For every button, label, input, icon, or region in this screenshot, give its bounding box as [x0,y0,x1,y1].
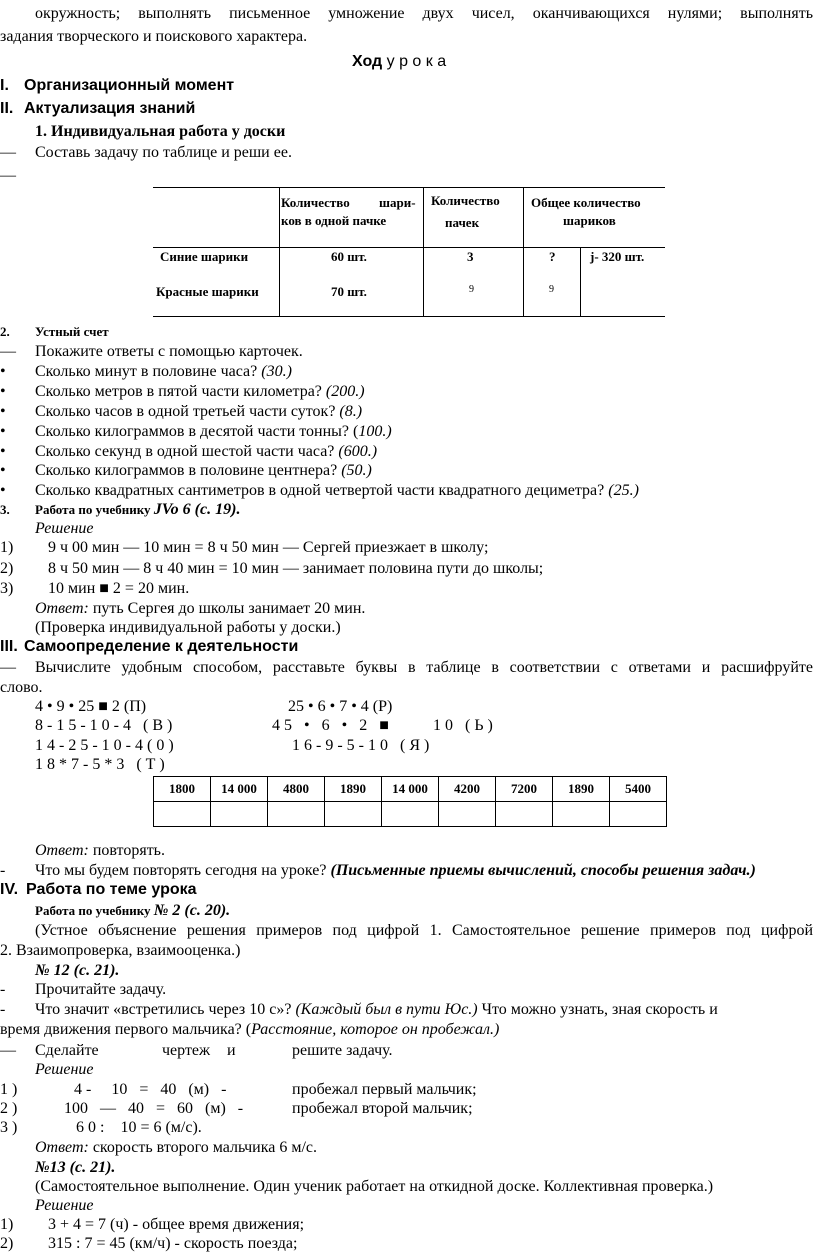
letter-cell[interactable] [211,802,268,827]
intro-line-1: окружность; выполнять письменное умножение двух чисел, оканчивающихся нулями; выполнять [35,5,813,22]
section-3-num: III. [0,638,18,655]
question-dash: - [0,862,6,879]
bullet: • [0,443,6,460]
task-3-line-2: слово. [0,679,43,696]
task-1-dash: — [0,144,16,161]
task-13-line: (Самостоятельное выполнение. Один ученик работает на откидной доске. Коллективная проверка.) [35,1178,714,1195]
item-3-num: 3. [0,502,10,517]
expression: 4 • 9 • 25 ■ 2 (П) [35,698,147,715]
task-3-line-1: Вычислите удобным способом, расставьте буквы в таблице в соответствии с ответами и расшифруйте [35,659,813,676]
section-3-title: Самоопределение к деятельности [24,638,299,655]
table-cell: 14 000 [382,777,439,802]
letter-cell[interactable] [382,802,439,827]
dash: - [0,1001,6,1018]
expression: 4 5 • 6 • 2 ■ [272,717,389,734]
row-blue-packs: 3 [467,249,474,264]
bullet: • [0,403,6,420]
oral-question: Сколько килограммов в половине центнера? (50.) [35,462,372,479]
step-text: пробежал первый мальчик; [292,1081,477,1098]
oral-question: Сколько минут в половине часа? (30.) [35,363,292,380]
header-packs-b: пачек [445,215,480,230]
section-1-title: Организационный момент [24,77,235,94]
oral-dash: — [0,343,16,360]
answer-3: Ответ: скорость второго мальчика 6 м/с. [35,1139,318,1156]
letter-cell[interactable] [439,802,496,827]
step-text: 9 ч 00 мин — 10 мин = 8 ч 50 мин — Сергей приезжает в школу; [48,539,489,556]
expression: 8 - 1 5 - 1 0 - 4 ( В ) [35,717,173,734]
step-num: 1) [0,1216,14,1233]
step-text: пробежал второй мальчик; [292,1100,473,1117]
oral-question: Сколько секунд в одной шестой части часа? (600.) [35,443,378,460]
bullet: • [0,462,6,479]
expression: 1 6 - 9 - 5 - 1 0 ( Я ) [292,737,430,754]
table-cell: 4200 [439,777,496,802]
task-1-text: Составь задачу по таблице и реши ее. [35,144,292,161]
row-blue-per-pack: 60 шт. [331,249,367,264]
step-num: 2) [0,560,14,577]
task-12-instr: и [227,1042,236,1059]
letter-cell[interactable] [553,802,610,827]
answer-1: Ответ: путь Сергея до школы занимает 20 мин. [35,600,366,617]
letter-cell[interactable] [268,802,325,827]
row-blue-total: ? [549,249,556,264]
task-12-instr: Сделайте [35,1042,99,1059]
expression: 1 4 - 2 5 - 1 0 - 4 ( 0 ) [35,737,174,754]
balloons-table [153,187,665,317]
section-4-title: Работа по теме урока [26,881,197,898]
expression: 1 8 * 7 - 5 * 3 ( Т ) [35,756,165,773]
row-red-packs: 9 [469,284,474,295]
step-text: 3 + 4 = 7 (ч) - общее время движения; [48,1216,305,1233]
table-cell: 14 000 [211,777,268,802]
table-cell: 5400 [610,777,667,802]
table-cell: 1890 [553,777,610,802]
step-text: 8 ч 50 мин — 8 ч 40 мин = 10 мин — занимает половина пути до школы; [48,560,544,577]
section-1-num: I. [0,77,9,94]
item-2-title: Устный счет [35,324,109,339]
letter-cell[interactable] [496,802,553,827]
expression: 25 • 6 • 7 • 4 (Р) [288,698,393,715]
oral-question: Сколько килограммов в десятой части тонны? (100.) [35,423,392,440]
step-num: 3 ) [0,1119,18,1136]
heading-part-a: Ход [352,53,383,70]
task-12-instr: решите задачу. [292,1042,393,1059]
solution-label: Решение [35,1061,94,1078]
step-num: 2) [0,1235,14,1252]
oral-question: Сколько метров в пятой части километра? (200.) [35,383,365,400]
table-cell: 4800 [268,777,325,802]
question-2: Что мы будем повторять сегодня на уроке? (Письменные приемы вычислений, способы решения задач.) [35,862,756,879]
row-red-total: 9 [549,284,554,295]
oral-intro: Покажите ответы с помощью карточек. [35,343,303,360]
step-expr: 6 0 : 10 = 6 (м/с). [76,1119,202,1136]
row-blue-label: Синие шарики [160,249,249,264]
task-12-question-2: время движения первого мальчика? (Расстояние, которое он пробежал.) [0,1021,500,1038]
header-qty-per-pack-a: Количество [281,195,350,210]
oral-question: Сколько квадратных сантиметров в одной четвертой части квадратного дециметра? (25.) [35,482,639,499]
section-2-title: Актуализация знаний [24,100,196,117]
step-num: 3) [0,580,14,597]
item-1-title: 1. Индивидуальная работа у доски [35,123,286,140]
task-12-instr: чертеж [162,1042,211,1059]
bullet: • [0,482,6,499]
letter-cell[interactable] [325,802,382,827]
step-text: 10 мин ■ 2 = 20 мин. [48,580,190,597]
solution-label: Решение [35,1197,94,1214]
header-total-a: Общее количество [531,195,641,210]
table-cell: 1890 [325,777,382,802]
table-cell: 7200 [496,777,553,802]
task-13-ref: №13 (с. 21). [35,1159,116,1176]
heading-part-b: у р о к а [382,53,447,70]
dash: - [0,981,6,998]
header-qty-per-pack-b: шари- [379,195,416,210]
expression: 1 0 ( Ь ) [433,717,493,734]
letter-cell[interactable] [610,802,667,827]
step-num: 1) [0,539,14,556]
row-total-sum: j- 320 шт. [590,249,645,264]
header-qty-per-pack-c: ков в одной пачке [281,213,387,228]
task-3-dash: — [0,659,16,676]
section-2-num: II. [0,100,14,117]
letter-cell[interactable] [154,802,211,827]
task-1-dash-2: — [0,167,16,184]
section-4-num: IV. [0,881,19,898]
lesson-heading [352,52,446,71]
oral-2-line-2: 2. Взаимопроверка, взаимооценка.) [0,942,241,959]
answer-2: Ответ: повторять. [35,842,165,859]
row-red-label: Красные шарики [156,284,259,299]
task-12-question: Что значит «встретились через 10 с»? (Каждый был в пути Юс.) Что можно узнать, зная скорость и [35,1001,718,1018]
decode-table [153,776,667,827]
header-total-b: шариков [563,213,616,228]
bullet: • [0,363,6,380]
task-12-read: Прочитайте задачу. [35,981,167,998]
bullet: • [0,383,6,400]
intro-line-2: задания творческого и поискового характера. [0,28,308,45]
item-3-title: Работа по учебнику JVo 6 (с. 19). [35,501,241,518]
check-1: (Проверка индивидуальной работы у доски.) [35,619,341,636]
header-packs-a: Количество [431,193,500,208]
oral-2-line-1: (Устное объяснение решения примеров под цифрой 1. Самостоятельное решение примеров под цифрой [35,922,813,939]
bullet: • [0,423,6,440]
oral-question: Сколько часов в одной третьей части суток? (8.) [35,403,363,420]
step-num: 1 ) [0,1081,18,1098]
step-text: 315 : 7 = 45 (км/ч) - скорость поезда; [48,1235,298,1252]
row-red-per-pack: 70 шт. [331,284,367,299]
step-expr: 100 — 40 = 60 (м) - [64,1100,244,1117]
task-12-ref: № 12 (с. 21). [35,962,120,979]
solution-label: Решение [35,520,94,537]
table-cell: 1800 [154,777,211,802]
step-num: 2 ) [0,1100,18,1117]
dash: — [0,1042,16,1059]
step-expr: 4 - 10 = 40 (м) - [74,1081,227,1098]
item-2-num: 2. [0,324,10,339]
book-2-title: Работа по учебнику № 2 (с. 20). [35,902,231,919]
